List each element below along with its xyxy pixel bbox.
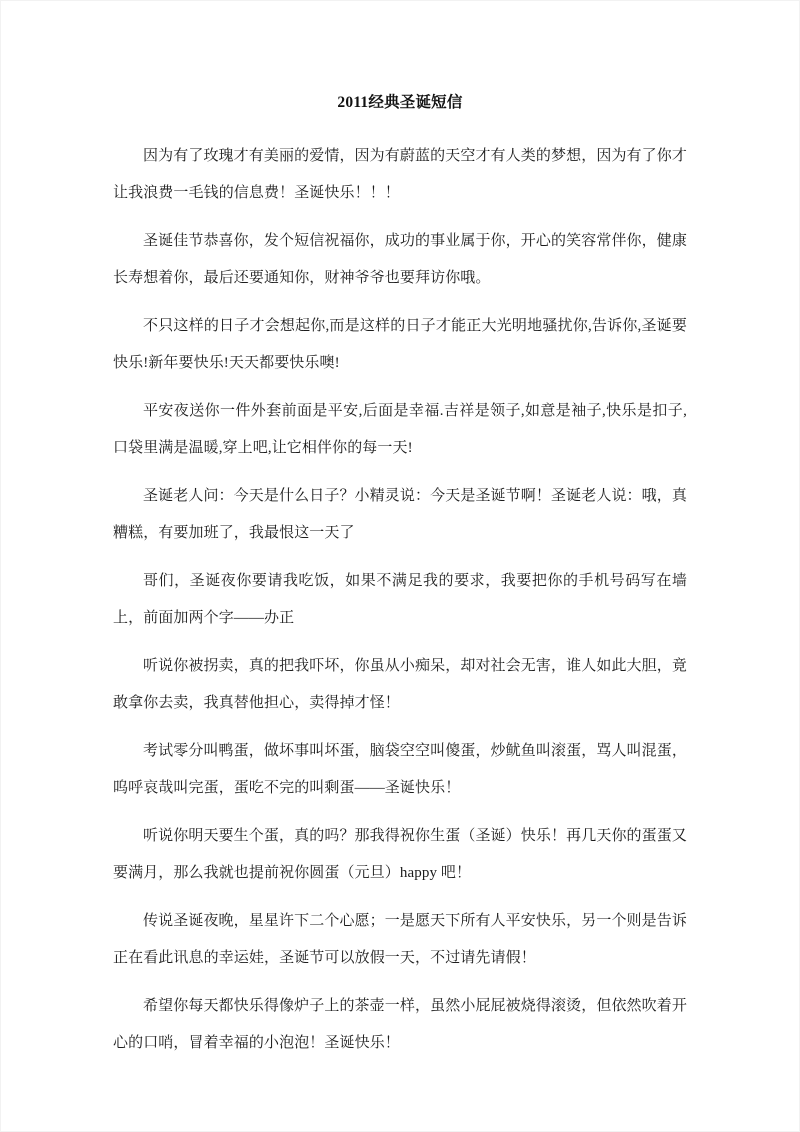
document-title: 2011经典圣诞短信 [337, 94, 463, 111]
body-paragraph: 听说你明天要生个蛋，真的吗？那我得祝你生蛋（圣诞）快乐！再几天你的蛋蛋又要满月，那么我就也提前祝你圆蛋（元旦）happy 吧！ [113, 828, 687, 881]
body-paragraph: 不只这样的日子才会想起你,而是这样的日子才能正大光明地骚扰你,告诉你,圣诞要快乐!新年要快乐!天天都要快乐噢! [113, 318, 687, 371]
body-paragraph: 圣诞佳节恭喜你，发个短信祝福你，成功的事业属于你，开心的笑容常伴你，健康长寿想着你，最后还要通知你，财神爷爷也要拜访你哦。 [113, 233, 687, 286]
body-paragraph: 圣诞老人问：今天是什么日子？小精灵说：今天是圣诞节啊！圣诞老人说：哦，真糟糕，有要加班了，我最恨这一天了 [113, 488, 687, 541]
body-paragraph: 考试零分叫鸭蛋，做坏事叫坏蛋，脑袋空空叫傻蛋，炒鱿鱼叫滚蛋，骂人叫混蛋，呜呼哀哉叫完蛋，蛋吃不完的叫剩蛋——圣诞快乐！ [113, 743, 687, 796]
body-paragraph: 传说圣诞夜晚，星星许下二个心愿；一是愿天下所有人平安快乐，另一个则是告诉正在看此讯息的幸运娃，圣诞节可以放假一天，不过请先请假！ [113, 913, 687, 966]
body-paragraph: 听说你被拐卖，真的把我吓坏，你虽从小痴呆，却对社会无害，谁人如此大胆，竟敢拿你去卖，我真替他担心，卖得掉才怪！ [113, 658, 687, 711]
body-paragraph: 希望你每天都快乐得像炉子上的茶壶一样，虽然小屁屁被烧得滚烫，但依然吹着开心的口哨，冒着幸福的小泡泡！圣诞快乐！ [113, 998, 687, 1051]
body-paragraph: 因为有了玫瑰才有美丽的爱情，因为有蔚蓝的天空才有人类的梦想，因为有了你才让我浪费一毛钱的信息费！圣诞快乐！！！ [113, 148, 687, 201]
body-paragraph: 哥们，圣诞夜你要请我吃饭，如果不满足我的要求，我要把你的手机号码写在墙上，前面加两个字——办正 [113, 573, 687, 626]
body-paragraph: 平安夜送你一件外套前面是平安,后面是幸福.吉祥是领子,如意是袖子,快乐是扣子,口袋里满是温暖,穿上吧,让它相伴你的每一天! [113, 403, 687, 456]
document-body [113, 138, 687, 1062]
document-content [113, 0, 687, 1062]
